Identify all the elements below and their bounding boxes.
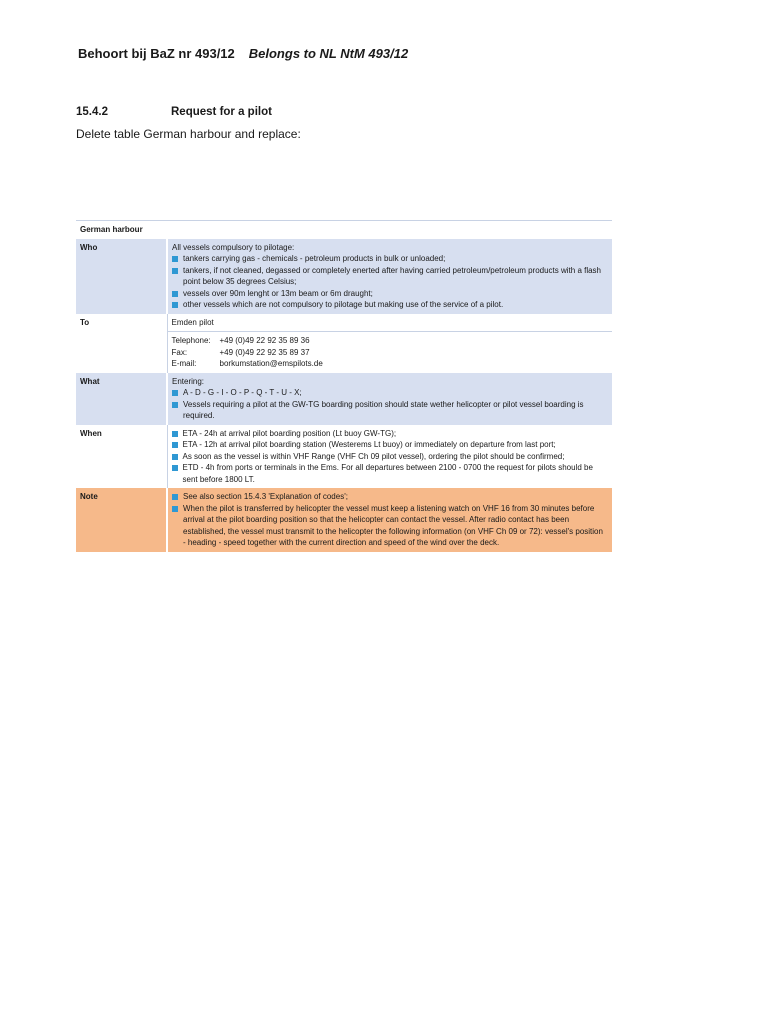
table-row-to [76, 314, 612, 332]
list-item: A - D - G - I - O - P - Q - T - U - X; [172, 387, 607, 399]
header-nl: Behoort bij BaZ nr 493/12 [78, 46, 235, 61]
bullet-icon [172, 268, 178, 274]
row-content-when [167, 425, 612, 489]
bullet-icon [172, 291, 178, 297]
table-row-when [76, 425, 612, 489]
row-label-what: What [76, 373, 167, 425]
bullet-icon [172, 442, 178, 448]
list-item: ETA - 24h at arrival pilot boarding position (Lt buoy GW-TG); [172, 428, 608, 440]
list-item: tankers, if not cleaned, degassed or completely enerted after having carried petroleum/petroleum products with a flash point below 35 degrees Celsius; [172, 265, 607, 288]
row-content-who [167, 239, 612, 314]
pilot-request-table [76, 220, 612, 552]
to-name: Emden pilot [167, 314, 612, 332]
intro-text: Delete table German harbour and replace: [76, 127, 301, 141]
row-content-what [167, 373, 612, 425]
who-lead: All vessels compulsory to pilotage: [172, 242, 295, 252]
row-label-note: Note [76, 488, 167, 552]
row-label-who: Who [76, 239, 167, 314]
email-value: borkumstation@emspilots.de [219, 359, 323, 368]
section-heading [76, 106, 272, 118]
list-item: vessels over 90m lenght or 13m beam or 6m draught; [172, 288, 607, 300]
row-label-when: When [76, 425, 167, 489]
list-item: ETA - 12h at arrival pilot boarding station (Westerems Lt buoy) or immediately on departure from last port; [172, 439, 608, 451]
page-header [78, 46, 408, 61]
list-item: When the pilot is transferred by helicopter the vessel must keep a listening watch on VHF 16 from 30 minutes before arrival at the pilot boarding position so that the helicopter can contact the vessel. After radio contact has been established, the vessel must transmit to the helicopter the following information (on VHF Ch 09 or 72): vessel's position - heading - speed together with the current direction and speed of the wind over the deck. [172, 503, 607, 549]
bullet-icon [172, 302, 178, 308]
section-number: 15.4.2 [76, 106, 108, 118]
table-caption-row [76, 221, 612, 239]
list-item: Vessels requiring a pilot at the GW-TG boarding position should state wether helicopter or pilot vessel boarding is required. [172, 399, 607, 422]
bullet-icon [172, 256, 178, 262]
fax-value: +49 (0)49 22 92 35 89 37 [219, 347, 310, 357]
telephone-label: Telephone: [171, 336, 211, 345]
fax-label: Fax: [171, 347, 188, 357]
table-caption: German harbour [76, 221, 167, 239]
list-item: ETD - 4h from ports or terminals in the Ems. For all departures between 2100 - 0700 the request for pilots should be sent before 1800 LT. [172, 462, 608, 485]
table-row-what [76, 373, 612, 425]
list-item: other vessels which are not compulsory to pilotage but making use of the service of a pilot. [172, 299, 607, 311]
table-row-who [76, 239, 612, 314]
telephone-value: +49 (0)49 22 92 35 89 36 [219, 336, 310, 345]
bullet-icon [172, 506, 178, 512]
bullet-icon [172, 454, 178, 460]
bullet-icon [172, 390, 178, 396]
row-content-note [167, 488, 612, 552]
row-label-to: To [76, 314, 167, 373]
list-item: See also section 15.4.3 'Explanation of codes'; [172, 491, 607, 503]
bullet-icon [172, 402, 178, 408]
list-item: As soon as the vessel is within VHF Range (VHF Ch 09 pilot vessel), ordering the pilot should be confirmed; [172, 451, 608, 463]
bullet-icon [172, 431, 178, 437]
bullet-icon [172, 494, 178, 500]
section-title: Request for a pilot [171, 106, 272, 118]
header-en: Belongs to NL NtM 493/12 [248, 46, 409, 61]
to-contact [167, 332, 612, 373]
table-row-note [76, 488, 612, 552]
email-label: E-mail: [171, 359, 197, 368]
bullet-icon [172, 465, 178, 471]
what-lead: Entering: [172, 376, 205, 386]
list-item: tankers carrying gas - chemicals - petroleum products in bulk or unloaded; [172, 253, 607, 265]
